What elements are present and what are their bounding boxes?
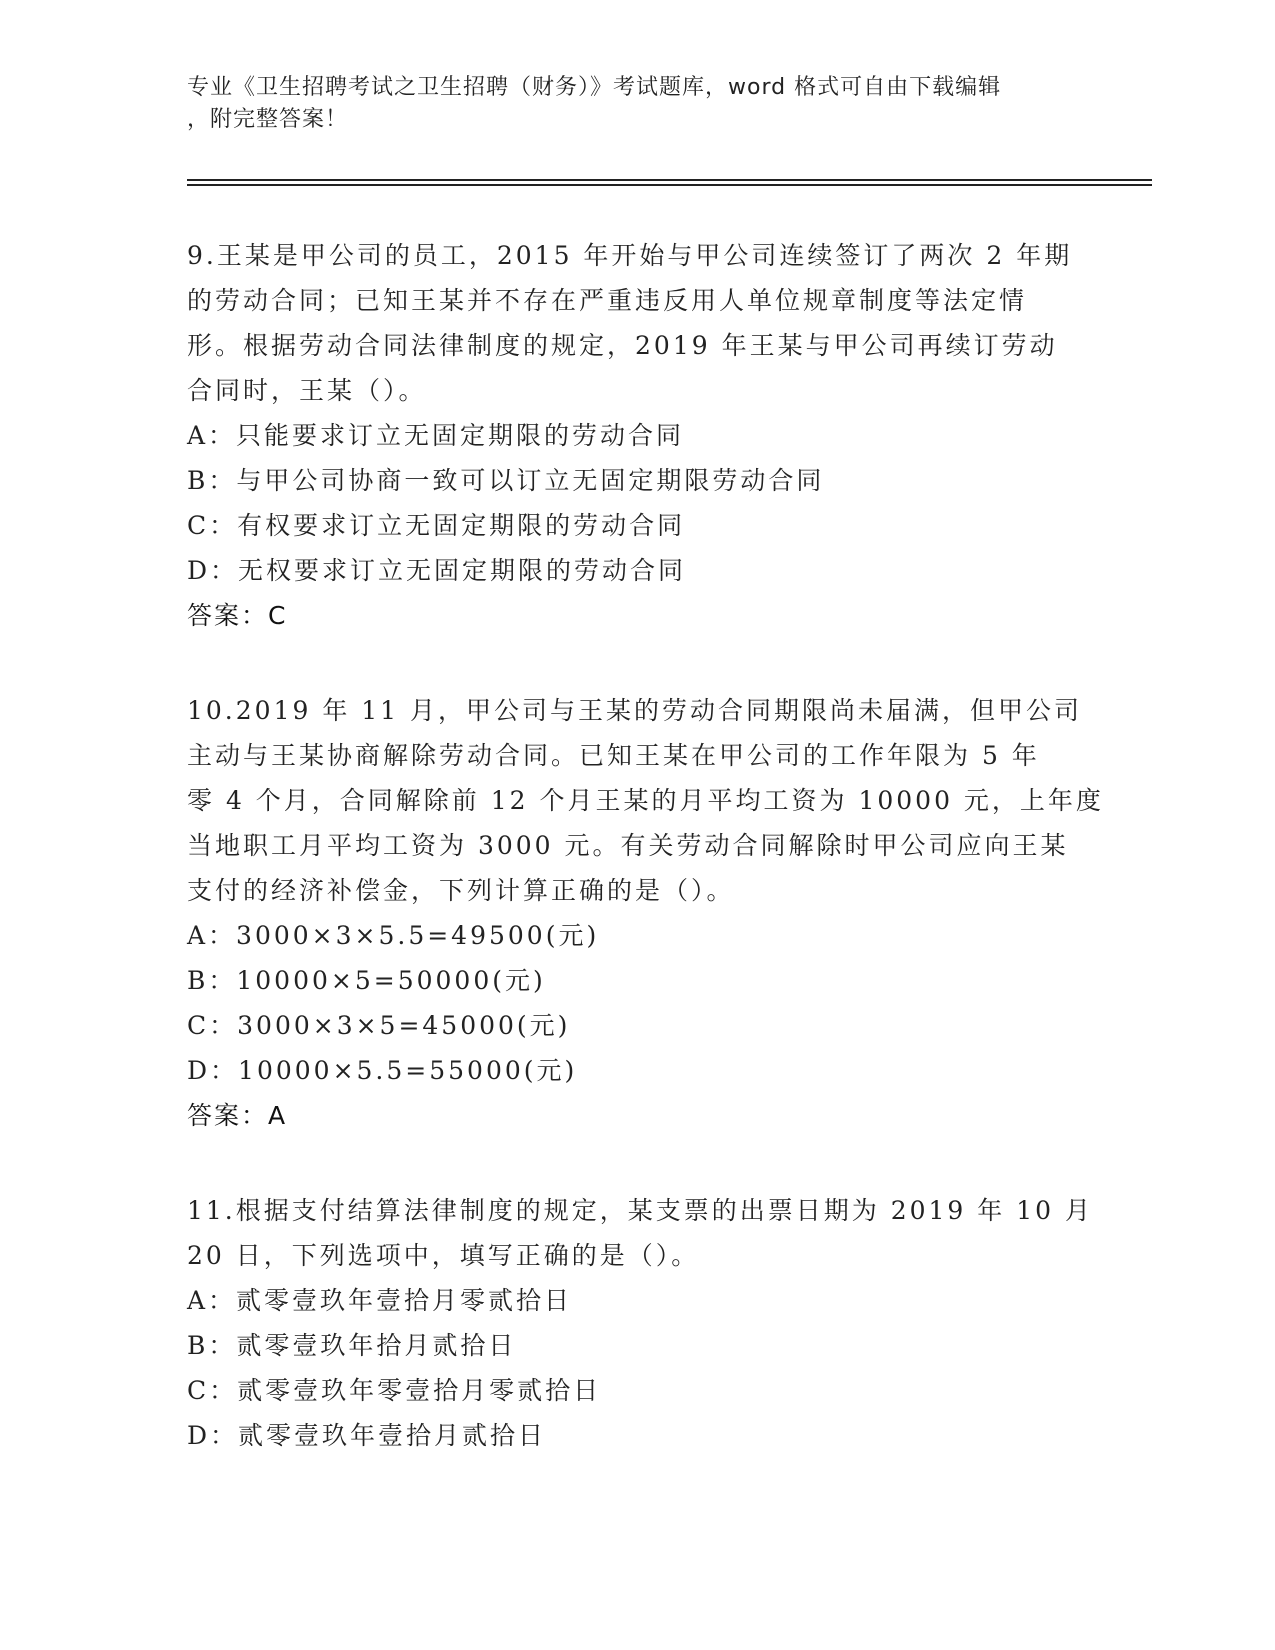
option-a: A：只能要求订立无固定期限的劳动合同 [187,421,685,450]
option-b: B：10000×5=50000(元) [187,966,546,995]
option-c: C：贰零壹玖年零壹拾月零贰拾日 [187,1376,602,1405]
question-10 [187,688,1104,1138]
option-d: D：10000×5.5=55000(元) [187,1056,578,1085]
option-a: A：贰零壹玖年壹拾月零贰拾日 [187,1286,573,1315]
question-stem-line: 零 4 个月，合同解除前 12 个月王某的月平均工资为 10000 元，上年度 [187,786,1104,815]
header-line-1: 专业《卫生招聘考试之卫生招聘（财务）》考试题库，word 格式可自由下载编辑 [187,75,1002,100]
question-stem-line: 合同时，王某（）。 [187,376,427,405]
question-stem-line: 当地职工月平均工资为 3000 元。有关劳动合同解除时甲公司应向王某 [187,831,1069,860]
question-stem-line: 10.2019 年 11 月，甲公司与王某的劳动合同期限尚未届满，但甲公司 [187,696,1083,725]
question-stem-line: 主动与王某协商解除劳动合同。已知王某在甲公司的工作年限为 5 年 [187,741,1040,770]
option-b: B：与甲公司协商一致可以订立无固定期限劳动合同 [187,466,825,495]
option-d: D：贰零壹玖年壹拾月贰拾日 [187,1421,547,1450]
question-11 [187,1188,1093,1458]
question-stem-line: 形。根据劳动合同法律制度的规定，2019 年王某与甲公司再续订劳动 [187,331,1058,360]
option-d: D：无权要求订立无固定期限的劳动合同 [187,556,687,585]
question-stem-line: 支付的经济补偿金，下列计算正确的是（）。 [187,876,735,905]
question-stem-line: 20 日，下列选项中，填写正确的是（）。 [187,1241,700,1270]
header-line-2: ，附完整答案！ [187,107,349,132]
option-b: B：贰零壹玖年拾月贰拾日 [187,1331,517,1360]
question-stem-line: 9.王某是甲公司的员工，2015 年开始与甲公司连续签订了两次 2 年期 [187,241,1073,270]
option-a: A：3000×3×5.5=49500(元) [187,921,600,950]
answer-label: 答案：A [187,1101,288,1130]
question-stem-line: 的劳动合同；已知王某并不存在严重违反用人单位规章制度等法定情 [187,286,1028,315]
question-9 [187,233,1087,638]
option-c: C：有权要求订立无固定期限的劳动合同 [187,511,686,540]
option-c: C：3000×3×5=45000(元) [187,1011,571,1040]
header-divider-bottom [187,184,1152,186]
question-stem-line: 11.根据支付结算法律制度的规定，某支票的出票日期为 2019 年 10 月 [187,1196,1093,1225]
header-divider-top [187,179,1152,181]
document-header [187,72,1067,136]
answer-label: 答案：C [187,601,288,630]
